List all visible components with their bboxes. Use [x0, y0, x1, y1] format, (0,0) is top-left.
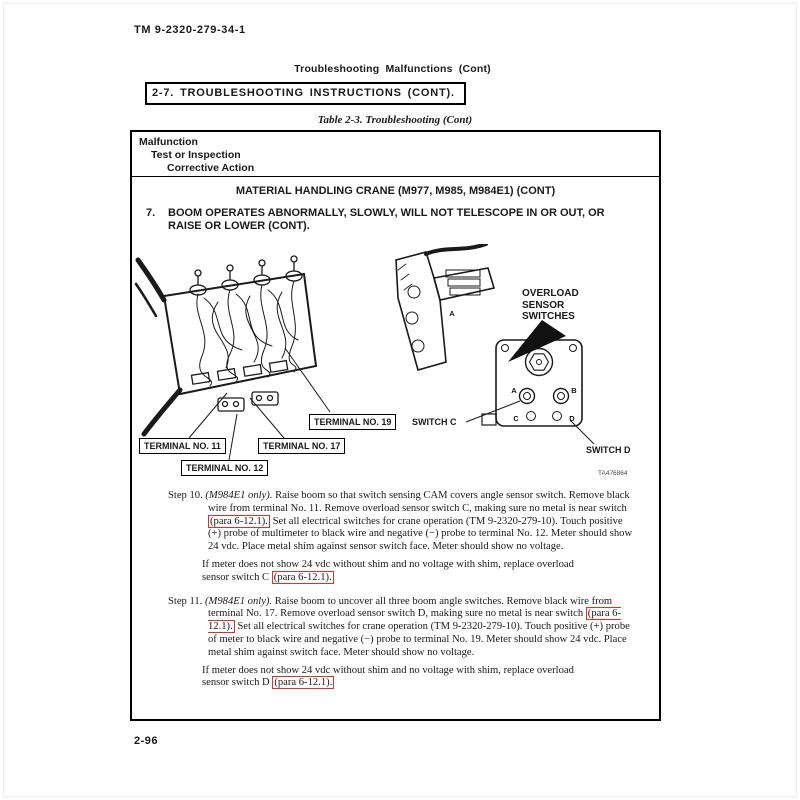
- step-10: [168, 490, 634, 585]
- page-number: 2-96: [134, 735, 159, 747]
- running-title: Troubleshooting Malfunctions (Cont): [294, 63, 491, 75]
- note-text: If meter does not show 24 vdc without shim and no voltage with shim, replace overload sensor switch C: [202, 558, 574, 583]
- pin-letter: A: [511, 386, 517, 395]
- para-reference-link[interactable]: (para 6-12.1).: [274, 677, 333, 689]
- junction-box: [136, 256, 316, 434]
- step-11-note: [202, 665, 634, 691]
- section-heading: 2-7. TROUBLESHOOTING INSTRUCTIONS (CONT).: [145, 82, 466, 105]
- step-text: Raise boom to uncover all three boom angle switches. Remove black wire from terminal No. 17. Remove overload sensor switch D, making sure no metal is near switch: [208, 595, 613, 620]
- model-note: (M984E1 only).: [205, 490, 273, 501]
- step-10-note: [202, 559, 634, 585]
- figure-credit: TA476864: [598, 470, 628, 477]
- bottom-connectors: [191, 361, 287, 385]
- switch-plate: [482, 340, 582, 426]
- procedure-steps: [168, 490, 634, 701]
- item-title: BOOM OPERATES ABNORMALLY, SLOWLY, WILL NOT TELESCOPE IN OR OUT, OR RAISE OR LOWER (CONT).: [168, 207, 605, 232]
- item-number: 7.: [146, 207, 156, 219]
- sensor-bracket: [396, 244, 494, 370]
- terminal-11-label: TERMINAL NO. 11: [139, 438, 226, 454]
- overload-label-line: SWITCHES: [522, 311, 575, 322]
- tm-number: TM 9-2320-279-34-1: [134, 24, 246, 36]
- para-reference-link[interactable]: (para 6-12.1).: [273, 571, 332, 583]
- column-corrective-action: Corrective Action: [167, 162, 255, 174]
- switch-c-label: SWITCH C: [412, 417, 457, 427]
- step-text: Set all electrical switches for crane operation (TM 9-2320-279-10). Touch positive (+) probe of meter to black wire and negative (−) probe to terminal No. 19. Meter should show 24 vdc. Place metal shim against switch face. Meter should show no voltage.: [208, 621, 630, 658]
- pin-letter: D: [569, 414, 575, 423]
- step-text: Raise boom so that switch sensing CAM covers angle sensor switch. Remove black wire from terminal No. 11. Remove overload sensor switch C, making sure no metal is near switch: [208, 490, 630, 514]
- step-11: [168, 596, 634, 691]
- para-reference-link[interactable]: (para 6-12.1).: [210, 515, 268, 527]
- step-10-text: [168, 490, 634, 554]
- terminal-plugs: [218, 392, 278, 411]
- pin-letter: A: [449, 309, 455, 318]
- para-reference-link[interactable]: (para 6-12.1).: [208, 608, 622, 633]
- malfunction-item-7: [146, 207, 646, 233]
- step-11-text: [168, 596, 634, 660]
- terminal-19-label: TERMINAL NO. 19: [309, 414, 396, 430]
- figure-crane-wiring: [134, 244, 659, 489]
- troubleshooting-table: [130, 130, 661, 721]
- note-text: If meter does not show 24 vdc without shim and no voltage with shim, replace overload sensor switch D: [202, 664, 574, 689]
- pin-letter: C: [513, 414, 519, 423]
- column-malfunction: Malfunction: [139, 136, 198, 148]
- table-head-rule: [132, 176, 659, 177]
- column-test-or-inspection: Test or Inspection: [151, 149, 241, 161]
- overload-label-line: SENSOR: [522, 299, 565, 311]
- terminal-12-label: TERMINAL NO. 12: [181, 460, 268, 476]
- terminal-17-label: TERMINAL NO. 17: [258, 438, 345, 454]
- overload-sensor-switches-label: [522, 288, 579, 323]
- pin-letter: B: [571, 386, 577, 395]
- step-text: Set all electrical switches for crane operation (TM 9-2320-279-10). Touch positive (+) probe of multimeter to black wire and negative (−) probe to terminal No. 12. Meter should show 24 vdc. Place metal shim against sensor switch face. Meter should show no voltage.: [208, 515, 633, 553]
- overload-label-line: OVERLOAD: [522, 288, 579, 299]
- table-caption: Table 2-3. Troubleshooting (Cont): [317, 114, 473, 126]
- crane-section-title: MATERIAL HANDLING CRANE (M977, M985, M984E1) (CONT): [235, 185, 556, 197]
- switch-d-label: SWITCH D: [586, 445, 631, 455]
- step-label: Step 10.: [168, 490, 203, 501]
- step-label: Step 11.: [168, 595, 203, 607]
- model-note: (M984E1 only).: [205, 595, 273, 607]
